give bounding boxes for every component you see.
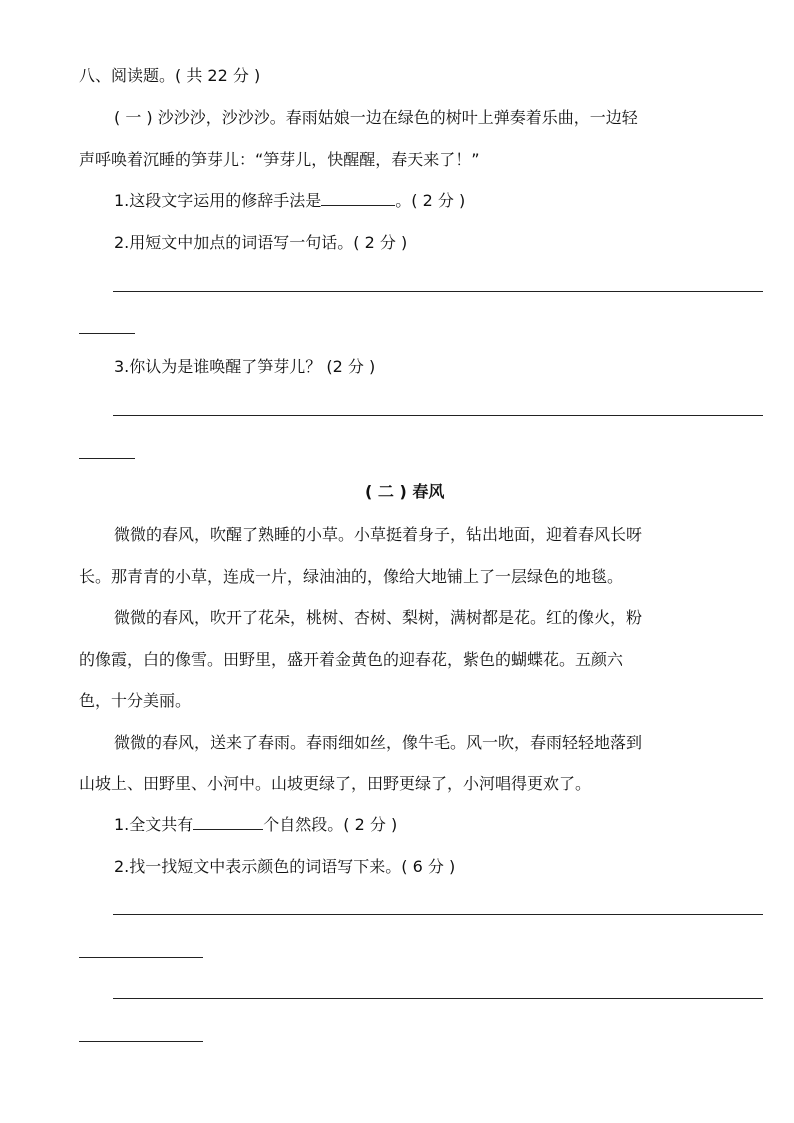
passage2-line: 山坡上、田野里、小河中。山坡更绿了，田野更绿了，小河唱得更欢了。 <box>79 774 592 793</box>
question-2-1 <box>114 815 397 835</box>
passage2-line: 微微的春风，送来了春雨。春雨细如丝，像牛毛。风一吹，春雨轻轻地落到 <box>114 733 643 752</box>
answer-line-2-2b[interactable] <box>79 957 203 958</box>
answer-line-1-3a[interactable] <box>113 415 763 416</box>
section-title: 八、阅读题。( 共 22 分 ) <box>79 66 261 85</box>
passage2-line: 长。那青青的小草，连成一片，绿油油的，像给大地铺上了一层绿色的地毯。 <box>79 567 624 586</box>
question-2-1-text: 1.全文共有 <box>114 815 194 834</box>
question-2-1-score: 个自然段。( 2 分 ) <box>263 815 398 834</box>
answer-line-2-2d[interactable] <box>79 1041 203 1042</box>
passage2-title: ( 二 ) 春风 <box>365 482 445 501</box>
answer-line-2-2a[interactable] <box>113 914 763 915</box>
passage1-line1: ( 一 ) 沙沙沙，沙沙沙。春雨姑娘一边在绿色的树叶上弹奏着乐曲，一边轻 <box>114 108 638 127</box>
question-2-2: 2.找一找短文中表示颜色的词语写下来。( 6 分 ) <box>114 857 456 876</box>
question-1-1 <box>114 191 465 211</box>
passage2-line: 的像霞，白的像雪。田野里，盛开着金黄色的迎春花，紫色的蝴蝶花。五颜六 <box>79 650 624 669</box>
question-1-3: 3.你认为是谁唤醒了笋芽儿？ (2 分 ) <box>114 357 376 376</box>
question-1-2: 2.用短文中加点的词语写一句话。( 2 分 ) <box>114 233 408 252</box>
passage2-line: 微微的春风，吹开了花朵，桃树、杏树、梨树，满树都是花。红的像火，粉 <box>114 608 643 627</box>
answer-line-1-2a[interactable] <box>113 291 763 292</box>
answer-blank-paragraphs[interactable] <box>193 815 263 830</box>
answer-line-2-2c[interactable] <box>113 998 763 999</box>
answer-line-1-2b[interactable] <box>79 333 135 334</box>
passage1-line2: 声呼唤着沉睡的笋芽儿：“笋芽儿，快醒醒，春天来了！” <box>79 150 480 169</box>
passage2-line: 微微的春风，吹醒了熟睡的小草。小草挺着身子，钻出地面，迎着春风长呀 <box>114 525 643 544</box>
answer-line-1-3b[interactable] <box>79 458 135 459</box>
question-1-1-score: 。( 2 分 ) <box>395 191 466 210</box>
answer-blank-rhetoric[interactable] <box>321 191 395 206</box>
passage2-line: 色，十分美丽。 <box>79 691 192 710</box>
question-1-1-text: 1.这段文字运用的修辞手法是 <box>114 191 322 210</box>
